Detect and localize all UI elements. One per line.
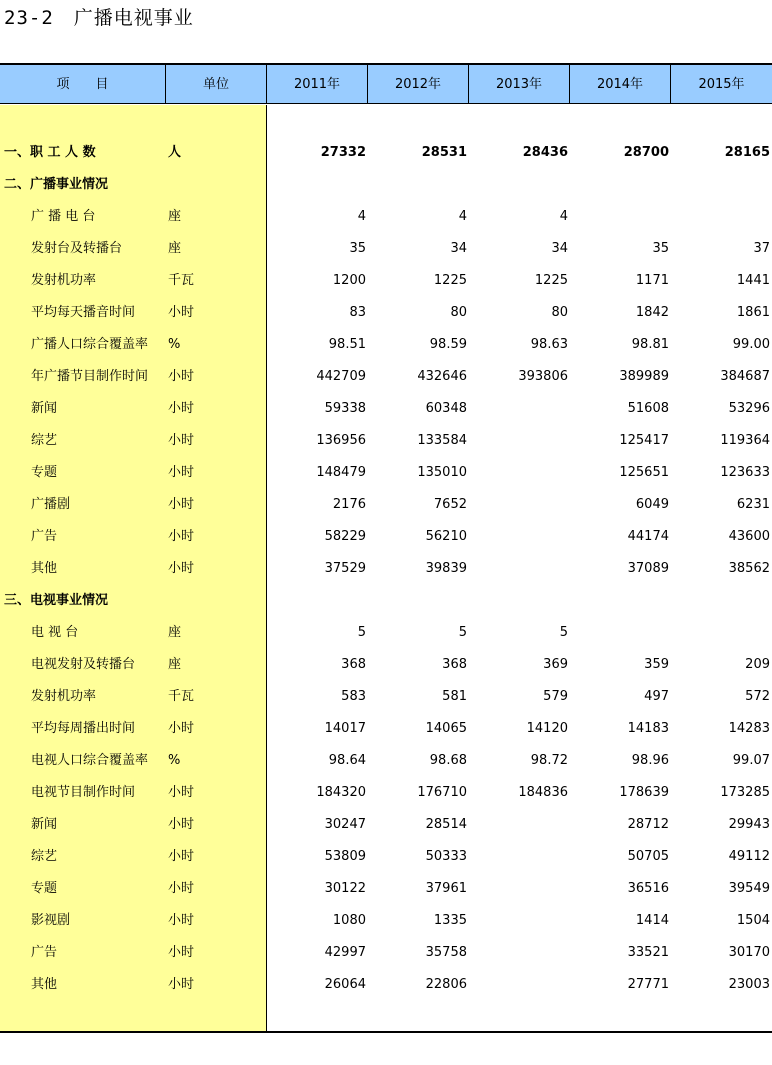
row-value-2011: 30247 (324, 817, 366, 832)
row-value-2011: 148479 (316, 465, 366, 480)
row-value-2011: 53809 (324, 849, 366, 864)
row-value-2014: 36516 (627, 881, 669, 896)
row-value-2012: 1335 (433, 913, 467, 928)
row-value-2011: 59338 (324, 401, 366, 416)
row-item-label: 电 视 台 (31, 625, 79, 640)
row-unit: 小时 (168, 913, 195, 928)
row-value-2014: 125651 (619, 465, 669, 480)
row-unit: 小时 (168, 785, 195, 800)
row-value-2014: 1414 (635, 913, 669, 928)
row-value-2014: 35 (652, 241, 669, 256)
row-unit: 座 (168, 209, 182, 224)
row-value-2014: 44174 (627, 529, 669, 544)
row-value-2011: 136956 (316, 433, 366, 448)
row-value-2011: 184320 (316, 785, 366, 800)
row-value-2014 (573, 169, 669, 201)
row-value-2013: 14120 (526, 721, 568, 736)
row-value-2015: 1504 (736, 913, 770, 928)
row-value-2015 (674, 585, 770, 617)
row-item-label: 广 播 电 台 (31, 209, 96, 224)
row-value-2011: 30122 (324, 881, 366, 896)
row-value-2013 (472, 841, 568, 873)
row-value-2013 (472, 937, 568, 969)
row-unit: 小时 (168, 561, 195, 576)
row-unit: 人 (168, 145, 182, 160)
row-value-2012: 39839 (425, 561, 467, 576)
row-value-2015 (674, 169, 770, 201)
row-value-2015: 572 (745, 689, 770, 704)
row-value-2011: 1080 (332, 913, 366, 928)
row-value-2011: 42997 (324, 945, 366, 960)
row-item-label: 二、广播事业情况 (4, 177, 109, 192)
row-value-2015: 209 (745, 657, 770, 672)
row-value-2012: 432646 (417, 369, 467, 384)
row-value-2013: 80 (551, 305, 568, 320)
row-value-2013: 393806 (518, 369, 568, 384)
row-value-2012: 368 (442, 657, 467, 672)
row-item-label: 年广播节目制作时间 (31, 369, 149, 384)
row-value-2014: 98.96 (631, 753, 669, 768)
row-unit: 小时 (168, 881, 195, 896)
row-value-2012: 28514 (425, 817, 467, 832)
row-value-2013: 98.63 (530, 337, 568, 352)
row-value-2013: 98.72 (530, 753, 568, 768)
table-row (0, 521, 772, 553)
row-value-2013 (472, 521, 568, 553)
row-value-2012: 14065 (425, 721, 467, 736)
row-value-2015: 99.00 (732, 337, 770, 352)
table-row (0, 713, 772, 745)
row-value-2013: 34 (551, 241, 568, 256)
row-unit: 座 (168, 657, 182, 672)
row-value-2012: 135010 (417, 465, 467, 480)
row-item-label: 其他 (31, 977, 58, 992)
row-item-label: 广播人口综合覆盖率 (31, 337, 149, 352)
row-item-label: 发射台及转播台 (31, 241, 123, 256)
row-item-label: 新闻 (31, 817, 58, 832)
row-unit: 千瓦 (168, 273, 195, 288)
row-unit: 小时 (168, 465, 195, 480)
row-value-2011: 98.51 (328, 337, 366, 352)
row-value-2012: 4 (458, 209, 467, 224)
row-unit: 小时 (168, 369, 195, 384)
row-value-2012: 98.68 (429, 753, 467, 768)
table-row (0, 201, 772, 233)
table-row (0, 489, 772, 521)
row-value-2014: 497 (644, 689, 669, 704)
row-value-2014: 178639 (619, 785, 669, 800)
row-value-2015: 6231 (736, 497, 770, 512)
row-value-2014: 27771 (627, 977, 669, 992)
row-value-2014 (573, 201, 669, 233)
header-year-2011: 2011年 (267, 65, 368, 104)
row-value-2012: 50333 (425, 849, 467, 864)
header-year-2015: 2015年 (698, 77, 745, 92)
header-year-2014: 2014年 (570, 65, 671, 104)
row-value-2015: 23003 (728, 977, 770, 992)
row-value-2012: 98.59 (429, 337, 467, 352)
row-item-label: 专题 (31, 465, 58, 480)
row-value-2011: 583 (341, 689, 366, 704)
header-unit: 单位 (166, 65, 267, 104)
row-value-2013 (472, 905, 568, 937)
row-value-2015: 28165 (724, 145, 770, 160)
row-value-2015: 1861 (736, 305, 770, 320)
row-value-2015: 38562 (728, 561, 770, 576)
row-value-2015: 37 (753, 241, 770, 256)
row-value-2014: 14183 (627, 721, 669, 736)
row-item-label: 综艺 (31, 433, 58, 448)
row-value-2012: 7652 (433, 497, 467, 512)
row-value-2012: 37961 (425, 881, 467, 896)
table-row (0, 649, 772, 681)
row-value-2013 (472, 489, 568, 521)
table-row (0, 393, 772, 425)
row-item-label: 专题 (31, 881, 58, 896)
row-value-2015: 29943 (728, 817, 770, 832)
row-value-2014: 28700 (623, 145, 669, 160)
table-row (0, 457, 772, 489)
row-value-2014: 50705 (627, 849, 669, 864)
table-row (0, 841, 772, 873)
row-value-2012: 60348 (425, 401, 467, 416)
row-value-2011 (270, 169, 366, 201)
table-row (0, 777, 772, 809)
table-row (0, 425, 772, 457)
row-item-label: 电视节目制作时间 (31, 785, 136, 800)
row-unit: % (168, 337, 181, 352)
row-value-2013: 4 (559, 209, 568, 224)
table-row (0, 169, 772, 201)
row-value-2011: 2176 (332, 497, 366, 512)
table-row (0, 617, 772, 649)
row-value-2013 (472, 169, 568, 201)
row-value-2014: 51608 (627, 401, 669, 416)
row-value-2014: 125417 (619, 433, 669, 448)
row-value-2011 (270, 585, 366, 617)
row-value-2012: 1225 (433, 273, 467, 288)
table-row (0, 809, 772, 841)
row-unit: 小时 (168, 817, 195, 832)
row-value-2013: 5 (559, 625, 568, 640)
row-value-2014: 1171 (635, 273, 669, 288)
row-value-2013 (472, 585, 568, 617)
row-value-2015 (674, 201, 770, 233)
row-value-2013 (472, 425, 568, 457)
row-value-2014: 359 (644, 657, 669, 672)
row-item-label: 新闻 (31, 401, 58, 416)
row-value-2011: 14017 (324, 721, 366, 736)
table-row (0, 873, 772, 905)
row-value-2011: 35 (349, 241, 366, 256)
row-value-2015: 30170 (728, 945, 770, 960)
row-value-2012: 133584 (417, 433, 467, 448)
row-item-label: 广告 (31, 945, 58, 960)
row-value-2014: 1842 (635, 305, 669, 320)
row-value-2012: 56210 (425, 529, 467, 544)
table-row (0, 937, 772, 969)
row-value-2015: 49112 (728, 849, 770, 864)
row-item-label: 发射机功率 (31, 689, 97, 704)
row-value-2014: 28712 (627, 817, 669, 832)
row-value-2012: 34 (450, 241, 467, 256)
row-value-2011: 442709 (316, 369, 366, 384)
row-value-2013: 579 (543, 689, 568, 704)
row-value-2013 (472, 457, 568, 489)
row-unit: 小时 (168, 721, 195, 736)
row-value-2012 (371, 585, 467, 617)
row-value-2013 (472, 873, 568, 905)
table-header (0, 63, 772, 104)
table-row (0, 265, 772, 297)
row-value-2013 (472, 809, 568, 841)
table-row (0, 361, 772, 393)
row-item-label: 其他 (31, 561, 58, 576)
table-row (0, 681, 772, 713)
header-year-2013: 2013年 (469, 65, 570, 104)
row-value-2014: 98.81 (631, 337, 669, 352)
table-row (0, 137, 772, 169)
row-unit: 小时 (168, 433, 195, 448)
row-item-label: 影视剧 (31, 913, 71, 928)
row-value-2015 (674, 617, 770, 649)
row-value-2012: 35758 (425, 945, 467, 960)
row-unit: 座 (168, 241, 182, 256)
row-item-label: 平均每周播出时间 (31, 721, 136, 736)
row-unit: 小时 (168, 497, 195, 512)
table-bottom-rule (0, 1031, 772, 1033)
row-value-2011: 1200 (332, 273, 366, 288)
table-row (0, 297, 772, 329)
row-value-2015: 384687 (720, 369, 770, 384)
row-value-2013: 1225 (534, 273, 568, 288)
row-value-2015: 99.07 (732, 753, 770, 768)
table-row (0, 969, 772, 1001)
row-value-2014: 37089 (627, 561, 669, 576)
row-value-2011: 98.64 (328, 753, 366, 768)
row-item-label: 广播剧 (31, 497, 71, 512)
row-value-2012: 176710 (417, 785, 467, 800)
row-value-2012: 28531 (421, 145, 467, 160)
row-item-label: 发射机功率 (31, 273, 97, 288)
row-value-2011: 5 (357, 625, 366, 640)
row-unit: 小时 (168, 529, 195, 544)
page-title: 23-2 广播电视事业 (4, 7, 194, 29)
table-row (0, 553, 772, 585)
row-value-2014 (573, 617, 669, 649)
table-row (0, 329, 772, 361)
row-unit: 小时 (168, 401, 195, 416)
row-value-2012: 80 (450, 305, 467, 320)
row-item-label: 电视人口综合覆盖率 (31, 753, 149, 768)
row-value-2013: 184836 (518, 785, 568, 800)
row-unit: 小时 (168, 945, 195, 960)
row-item-label: 广告 (31, 529, 58, 544)
row-unit: 小时 (168, 977, 195, 992)
row-unit: 小时 (168, 849, 195, 864)
row-value-2013: 369 (543, 657, 568, 672)
header-item: 项 目 (0, 65, 166, 104)
row-unit (168, 169, 258, 201)
row-value-2011: 4 (357, 209, 366, 224)
row-value-2015: 43600 (728, 529, 770, 544)
row-value-2014 (573, 585, 669, 617)
row-value-2012: 5 (458, 625, 467, 640)
row-value-2015: 1441 (736, 273, 770, 288)
row-value-2011: 368 (341, 657, 366, 672)
row-value-2013 (472, 969, 568, 1001)
row-value-2013 (472, 393, 568, 425)
row-value-2014: 389989 (619, 369, 669, 384)
row-unit: 千瓦 (168, 689, 195, 704)
row-item-label: 平均每天播音时间 (31, 305, 136, 320)
table-row (0, 233, 772, 265)
row-unit: % (168, 753, 181, 768)
row-value-2015: 14283 (728, 721, 770, 736)
row-item-label: 电视发射及转播台 (31, 657, 136, 672)
row-value-2014: 33521 (627, 945, 669, 960)
row-value-2011: 58229 (324, 529, 366, 544)
row-item-label: 综艺 (31, 849, 58, 864)
table-row (0, 585, 772, 617)
row-value-2015: 123633 (720, 465, 770, 480)
row-item-label: 三、电视事业情况 (4, 593, 109, 608)
row-value-2011: 37529 (324, 561, 366, 576)
row-unit: 小时 (168, 305, 195, 320)
row-value-2011: 26064 (324, 977, 366, 992)
row-unit (168, 585, 258, 617)
table-row (0, 745, 772, 777)
row-value-2011: 27332 (320, 145, 366, 160)
row-unit: 座 (168, 625, 182, 640)
row-value-2012: 22806 (425, 977, 467, 992)
row-value-2015: 53296 (728, 401, 770, 416)
row-value-2015: 173285 (720, 785, 770, 800)
row-value-2011: 83 (349, 305, 366, 320)
row-value-2013 (472, 553, 568, 585)
row-value-2015: 39549 (728, 881, 770, 896)
row-value-2014: 6049 (635, 497, 669, 512)
row-item-label: 一、职 工 人 数 (4, 145, 96, 160)
row-value-2012 (371, 169, 467, 201)
row-value-2013: 28436 (522, 145, 568, 160)
row-value-2012: 581 (442, 689, 467, 704)
row-value-2015: 119364 (720, 433, 770, 448)
header-year-2012: 2012年 (368, 65, 469, 104)
table-row (0, 905, 772, 937)
